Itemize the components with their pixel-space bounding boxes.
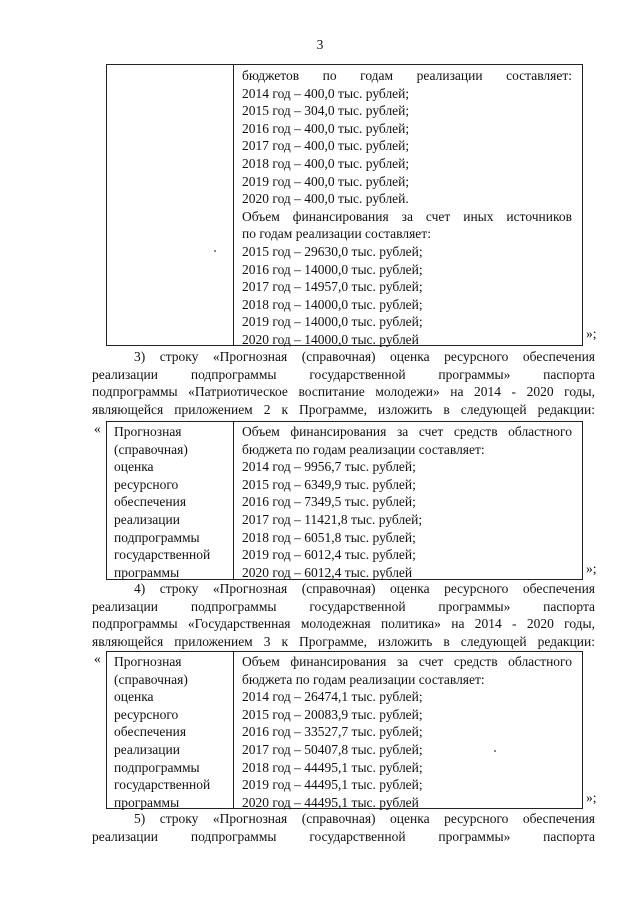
table-line: программы [114, 794, 180, 810]
table-line: Прогнозная [114, 424, 182, 439]
table-financing-continued [106, 64, 583, 346]
table-line: 2020 год – 14000,0 тыс. рублей [242, 331, 419, 347]
table-line: бюджетов по годам реализации составляет: [242, 68, 572, 83]
scan-speck [494, 750, 496, 752]
table-line: 2019 год – 6012,4 тыс. рублей; [242, 547, 416, 563]
table-line: 2014 год – 9956,7 тыс. рублей; [242, 459, 416, 475]
paragraph-line: 3) строку «Прогнозная (справочная) оценка ресурсного обеспечения [134, 349, 595, 364]
table-line: 2014 год – 26474,1 тыс. рублей; [242, 689, 423, 705]
table-right-cell [234, 422, 582, 579]
table-line: 2016 год – 7349,5 тыс. рублей; [242, 494, 416, 510]
table-line: ресурсного [114, 706, 179, 722]
table-line: 2019 год – 14000,0 тыс. рублей; [242, 314, 423, 330]
paragraph-line: 4) строку «Прогнозная (справочная) оценка ресурсного обеспечения [134, 581, 595, 596]
closing-quote-mark: »; [586, 561, 597, 576]
scan-speck [214, 250, 216, 252]
table-line: 2020 год – 6012,4 тыс. рублей [242, 564, 413, 580]
paragraph-item-5 [92, 810, 595, 845]
table-line: 2020 год – 44495,1 тыс. рублей [242, 794, 419, 810]
paragraph-line: реализации подпрограммы государственной программы» паспорта [92, 828, 595, 844]
table-right-cell [234, 65, 582, 345]
table-line: 2017 год – 14957,0 тыс. рублей; [242, 279, 423, 295]
table-line: 2020 год – 400,0 тыс. рублей. [242, 191, 409, 207]
closing-quote-mark: »; [586, 790, 597, 805]
table-line: (справочная) [114, 441, 188, 457]
table-youth-policy [106, 651, 583, 809]
table-line: оценка [114, 689, 154, 705]
table-line: программы [114, 564, 180, 580]
table-line: государственной [114, 547, 211, 563]
table-line: 2016 год – 400,0 тыс. рублей; [242, 120, 410, 136]
table-line: оценка [114, 459, 154, 475]
table-line: подпрограммы [114, 529, 200, 545]
table-line: 2015 год – 304,0 тыс. рублей; [242, 103, 410, 119]
table-line: 2018 год – 14000,0 тыс. рублей; [242, 296, 423, 312]
table-line: бюджета по годам реализации составляет: [242, 441, 485, 457]
paragraph-line: являющейся приложением 2 к Программе, изложить в следующей редакции: [92, 401, 595, 417]
table-line: государственной [114, 777, 211, 793]
table-line: обеспечения [114, 494, 187, 510]
table-line: 2015 год – 6349,9 тыс. рублей; [242, 476, 416, 492]
page-number: 3 [316, 37, 324, 52]
table-line: обеспечения [114, 724, 187, 740]
table-patriotic-education [106, 421, 583, 580]
opening-quote-mark: « [94, 421, 101, 436]
table-line: 2019 год – 44495,1 тыс. рублей; [242, 777, 423, 793]
table-line: 2015 год – 29630,0 тыс. рублей; [242, 243, 423, 259]
table-line: 2018 год – 44495,1 тыс. рублей; [242, 759, 423, 775]
table-line: 2016 год – 33527,7 тыс. рублей; [242, 724, 423, 740]
table-line: Объем финансирования за счет средств областного [242, 654, 572, 669]
table-left-cell [107, 422, 234, 579]
table-line: 2014 год – 400,0 тыс. рублей; [242, 85, 410, 101]
paragraph-line: реализации подпрограммы государственной программы» паспорта [92, 366, 595, 382]
table-line: бюджета по годам реализации составляет: [242, 671, 485, 687]
table-line: 2016 год – 14000,0 тыс. рублей; [242, 261, 423, 277]
table-line: Прогнозная [114, 654, 182, 669]
table-line: подпрограммы [114, 759, 200, 775]
table-line: 2017 год – 11421,8 тыс. рублей; [242, 511, 423, 527]
table-line: 2017 год – 50407,8 тыс. рублей; [242, 741, 423, 757]
paragraph-line: подпрограммы «Патриотическое воспитание молодежи» на 2014 - 2020 годы, [92, 384, 595, 400]
paragraph-line: подпрограммы «Государственная молодежная политика» на 2014 - 2020 годы, [92, 616, 595, 632]
table-line: Объем финансирования за счет средств областного [242, 424, 572, 439]
table-line: 2018 год – 400,0 тыс. рублей; [242, 155, 410, 171]
table-left-cell [107, 652, 234, 808]
table-line: реализации [114, 511, 180, 527]
opening-quote-mark: « [94, 651, 101, 666]
table-line: по годам реализации составляет: [242, 226, 431, 242]
table-line: ресурсного [114, 476, 179, 492]
paragraph-item-3 [92, 348, 595, 418]
paragraph-item-4 [92, 580, 595, 650]
table-line: (справочная) [114, 671, 188, 687]
paragraph-line: реализации подпрограммы государственной программы» паспорта [92, 598, 595, 614]
paragraph-line: 5) строку «Прогнозная (справочная) оценка ресурсного обеспечения [134, 811, 595, 826]
table-right-cell [234, 652, 582, 808]
table-line: Объем финансирования за счет иных источников [242, 208, 572, 224]
closing-quote-mark: »; [586, 326, 597, 341]
table-line: 2017 год – 400,0 тыс. рублей; [242, 138, 410, 154]
table-line: 2015 год – 20083,9 тыс. рублей; [242, 706, 423, 722]
table-line: реализации [114, 741, 180, 757]
table-left-cell [107, 65, 234, 345]
table-line: 2019 год – 400,0 тыс. рублей; [242, 173, 410, 189]
table-line: 2018 год – 6051,8 тыс. рублей; [242, 529, 416, 545]
paragraph-line: являющейся приложением 3 к Программе, изложить в следующей редакции: [92, 633, 595, 649]
